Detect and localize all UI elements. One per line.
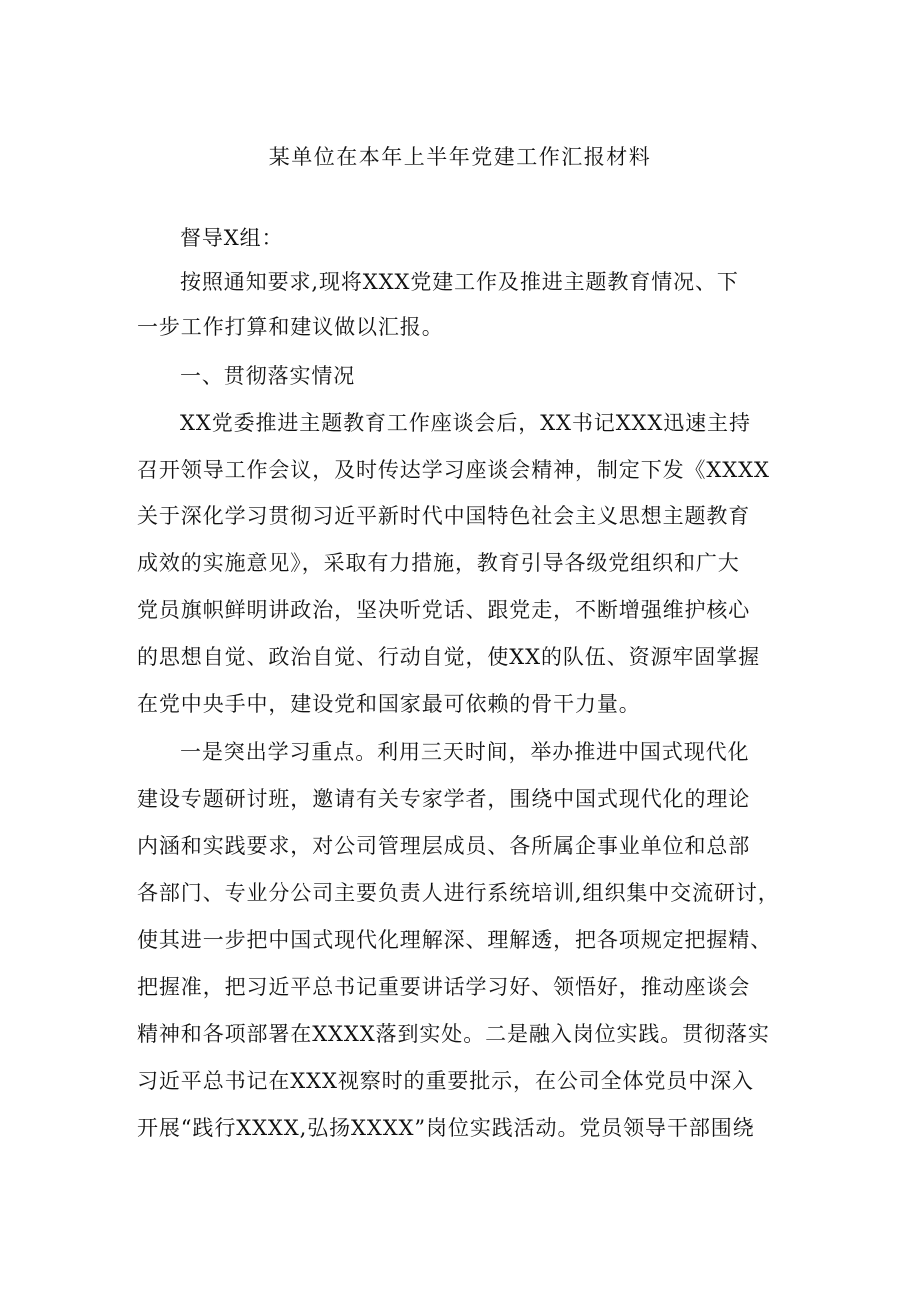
- salutation: 督导X组：: [180, 226, 284, 250]
- paragraph-line: XX党委推进主题教育工作座谈会后，XX书记XXX迅速主持: [180, 411, 751, 435]
- paragraph-line: 建设专题研讨班，邀请有关专家学者，围绕中国式现代化的理论: [137, 787, 751, 811]
- paragraph-line: 使其进一步把中国式现代化理解深、理解透，把各项规定把握精、: [137, 928, 773, 952]
- paragraph-line: 开展“践行XXXX,弘扬XXXX”岗位实践活动。党员领导干部围绕: [137, 1116, 755, 1140]
- paragraph-line: 一步工作打算和建议做以汇报。: [137, 315, 444, 339]
- paragraph-line: 关于深化学习贯彻习近平新时代中国特色社会主义思想主题教育: [137, 504, 751, 528]
- paragraph-line: 把握准，把习近平总书记重要讲话学习好、领悟好，推动座谈会: [137, 975, 751, 999]
- paragraph-line: 的思想自觉、政治自觉、行动自觉，使XX的队伍、资源牢固掌握: [137, 645, 760, 669]
- paragraph-line: 一是突出学习重点。利用三天时间，举办推进中国式现代化: [180, 740, 750, 764]
- paragraph-line: 党员旗帜鲜明讲政治，坚决听党话、跟党走，不断增强维护核心: [137, 598, 751, 622]
- paragraph-line: 成效的实施意见》，采取有力措施，教育引导各级党组织和广大: [137, 551, 740, 575]
- paragraph-line: 在党中央手中，建设党和国家最可依赖的骨干力量。: [137, 692, 641, 716]
- document-title: 某单位在本年上半年党建工作汇报材料: [268, 145, 652, 169]
- section-heading: 一、贯彻落实情况: [180, 364, 356, 388]
- paragraph-line: 各部门、专业分公司主要负责人进行系统培训,组织集中交流研讨，: [137, 881, 780, 905]
- paragraph-line: 习近平总书记在XXX视察时的重要批示，在公司全体党员中深入: [137, 1069, 754, 1093]
- paragraph-line: 精神和各项部署在XXXX落到实处。二是融入岗位实践。贯彻落实: [137, 1022, 770, 1046]
- paragraph-line: 按照通知要求,现将XXX党建工作及推进主题教育情况、下: [180, 270, 739, 294]
- paragraph-line: 内涵和实践要求，对公司管理层成员、各所属企事业单位和总部: [137, 834, 751, 858]
- paragraph-line: 召开领导工作会议，及时传达学习座谈会精神，制定下发《XXXX: [137, 458, 770, 482]
